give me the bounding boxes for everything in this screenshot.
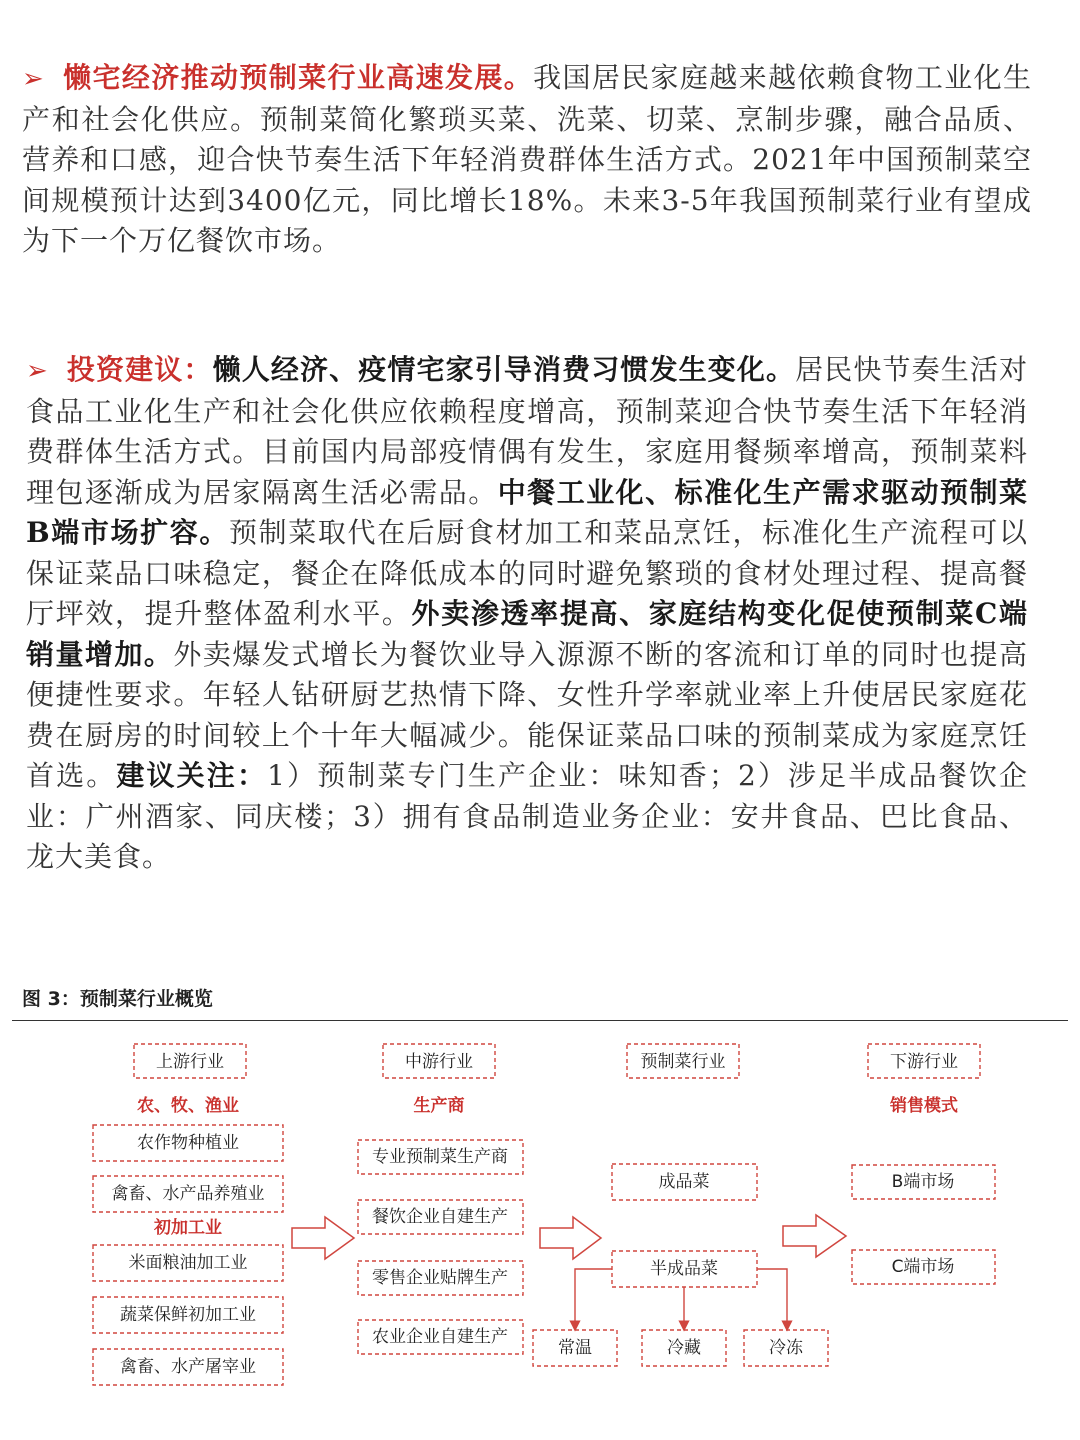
storage-label: 冷冻 bbox=[769, 1338, 803, 1358]
paragraph-market-growth bbox=[22, 58, 1032, 262]
upstream-item: 米面粮油加工业 bbox=[128, 1253, 248, 1273]
bullet-arrow-icon: ➢ bbox=[26, 356, 49, 386]
block-arrow-1 bbox=[292, 1217, 354, 1259]
advice-heading-1: 懒人经济、疫情宅家引导消费习惯发生变化。 bbox=[212, 353, 796, 386]
midstream-item: 专业预制菜生产商 bbox=[372, 1147, 508, 1167]
upstream-item: 蔬菜保鲜初加工业 bbox=[120, 1305, 256, 1325]
upstream-item: 禽畜、水产屠宰业 bbox=[120, 1357, 256, 1377]
advice-label: 投资建议： bbox=[66, 353, 213, 386]
paragraph-investment-advice bbox=[26, 350, 1028, 878]
advice-text-4: 1）预制菜专门生产企业：味知香；2）涉足半成品餐饮企业：广州酒家、同庆楼；3）拥有食品制造业务企业：安井食品、巴比食品、龙大美食。 bbox=[26, 759, 1028, 873]
storage-label: 常温 bbox=[558, 1338, 592, 1358]
downstream-item: C端市场 bbox=[891, 1257, 955, 1277]
downstream-sub: 销售模式 bbox=[890, 1096, 958, 1116]
advice-heading-2: 中餐工业化、标准化生产需求驱动预制菜B端市场扩容。 bbox=[26, 475, 1028, 549]
downstream-header: 下游行业 bbox=[890, 1052, 958, 1072]
paragraph-body: 我国居民家庭越来越依赖食物工业化生产和社会化供应。预制菜简化繁琐买菜、洗菜、切菜、烹制步骤，融合品质、营养和口感，迎合快节奏生活下年轻消费群体生活方式。2021年中国预制菜空间规模预计达到3400亿元，同比增长18%。未来3-5年我国预制菜行业有望成为下一个万亿餐饮市场。 bbox=[22, 61, 1032, 257]
advice-text-2: 预制菜取代在后厨食材加工和菜品烹饪，标准化生产流程可以保证菜品口味稳定，餐企在降低成本的同时避免繁琐的食材处理过程、提高餐厅坪效，提升整体盈利水平。 bbox=[26, 516, 1028, 630]
upstream-item: 禽畜、水产品养殖业 bbox=[111, 1184, 265, 1204]
advice-text-3: 外卖爆发式增长为餐饮业导入源源不断的客流和订单的同时也提高便捷性要求。年轻人钻研厨艺热情下降、女性升学率就业率上升使居民家庭花费在厨房的时间较上个十年大幅减少。能保证菜品口味的预制菜成为家庭烹饪首选。 bbox=[26, 637, 1028, 792]
advice-heading-4: 建议关注： bbox=[116, 759, 268, 792]
midstream-item: 餐饮企业自建生产 bbox=[372, 1207, 508, 1227]
block-arrow-3 bbox=[783, 1215, 846, 1257]
upstream-sub-2: 初加工业 bbox=[154, 1218, 222, 1238]
industry-header: 预制菜行业 bbox=[640, 1052, 726, 1072]
midstream-item: 农业企业自建生产 bbox=[372, 1327, 508, 1347]
industry-flow-diagram bbox=[0, 1020, 1080, 1440]
connector-to-storage-3 bbox=[757, 1269, 787, 1326]
upstream-item: 农作物种植业 bbox=[137, 1133, 239, 1153]
finished-dish-label: 成品菜 bbox=[658, 1172, 710, 1192]
advice-text-1: 居民快节奏生活对食品工业化生产和社会化供应依赖程度增高，预制菜迎合快节奏生活下年轻消费群体生活方式。目前国内局部疫情偶有发生，家庭用餐频率增高，预制菜料理包逐渐成为居家隔离生活必需品。 bbox=[26, 353, 1028, 509]
semi-finished-label: 半成品菜 bbox=[650, 1259, 718, 1279]
figure-title: 图 3：预制菜行业概览 bbox=[22, 988, 213, 1010]
downstream-item: B端市场 bbox=[891, 1172, 955, 1192]
upstream-header: 上游行业 bbox=[156, 1052, 224, 1072]
midstream-item: 零售企业贴牌生产 bbox=[372, 1268, 508, 1288]
paragraph-heading: 懒宅经济推动预制菜行业高速发展。 bbox=[62, 61, 534, 94]
bullet-arrow-icon: ➢ bbox=[22, 64, 45, 94]
block-arrow-2 bbox=[540, 1217, 601, 1259]
storage-label: 冷藏 bbox=[667, 1338, 701, 1358]
advice-heading-3: 外卖渗透率提高、家庭结构变化促使预制菜C端销量增加。 bbox=[26, 597, 1028, 671]
upstream-sub-1: 农、牧、渔业 bbox=[137, 1096, 239, 1116]
connector-to-storage-1 bbox=[575, 1269, 612, 1326]
midstream-header: 中游行业 bbox=[405, 1052, 473, 1072]
midstream-sub: 生产商 bbox=[413, 1096, 465, 1116]
